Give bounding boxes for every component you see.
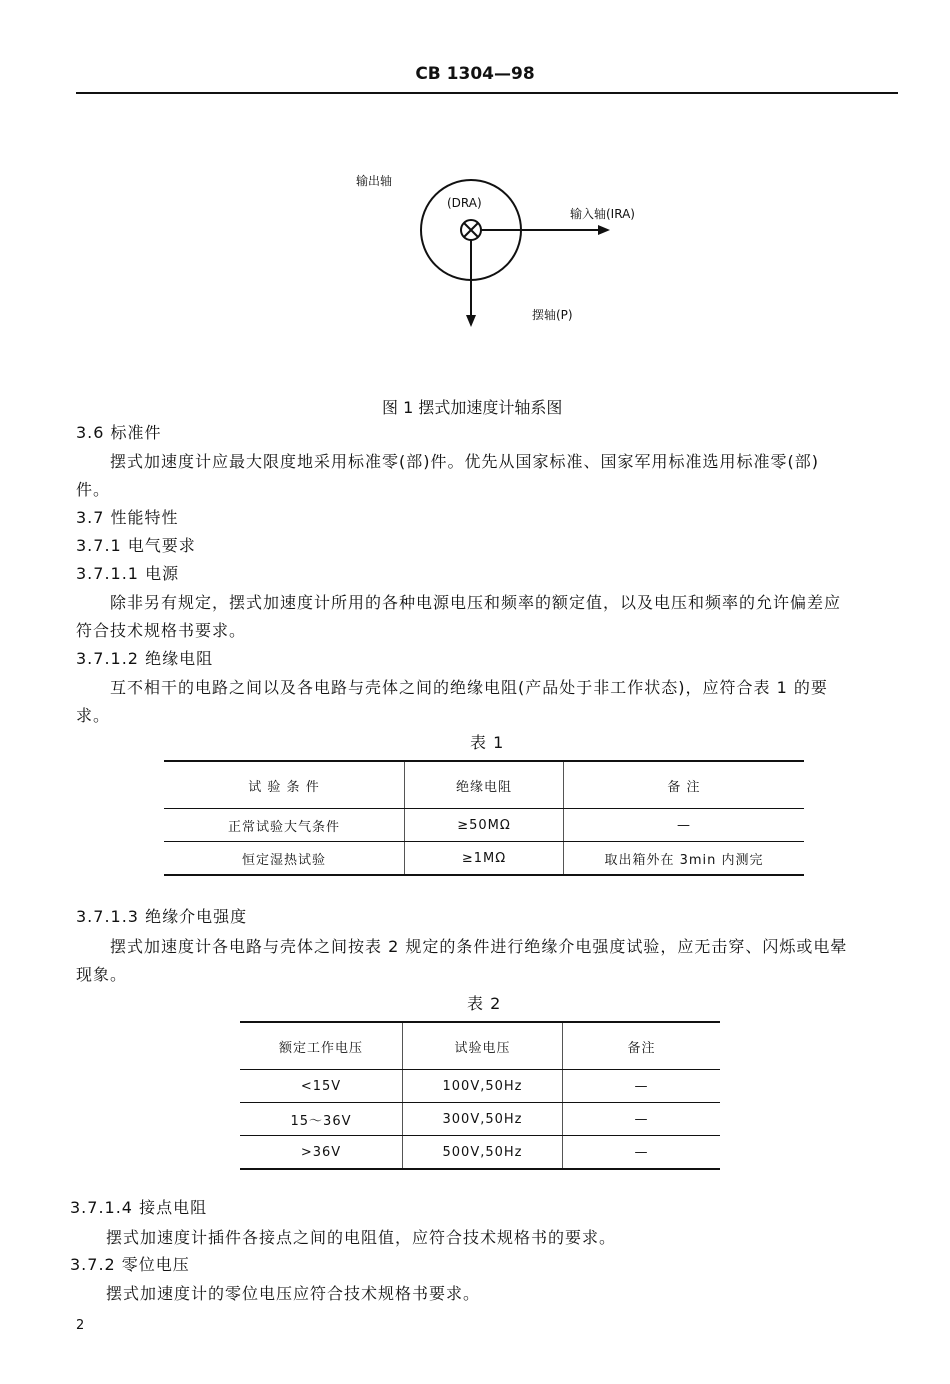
section-3-6-text-cont: 件。 xyxy=(76,480,111,499)
table1 xyxy=(164,760,804,876)
table2-header-test-voltage: 试验电压 xyxy=(403,1022,563,1070)
table1-cell: 正常试验大气条件 xyxy=(164,809,405,842)
section-3-7-1-heading: 3.7.1 电气要求 xyxy=(76,536,196,555)
table1-cell: ≥50MΩ xyxy=(405,809,564,842)
section-3-6-heading: 3.6 标准件 xyxy=(76,423,162,442)
table2 xyxy=(240,1021,720,1170)
table-row xyxy=(164,842,804,876)
section-3-7-1-1-text-cont: 符合技术规格书要求。 xyxy=(76,621,247,640)
table2-cell: 300V,50Hz xyxy=(403,1103,563,1136)
figure-caption: 图 1 摆式加速度计轴系图 xyxy=(382,398,563,417)
table1-header-remark: 备 注 xyxy=(564,761,805,809)
table-row xyxy=(240,1070,720,1103)
standard-code: CB 1304—98 xyxy=(415,64,535,84)
table-row xyxy=(164,809,804,842)
table2-cell: 500V,50Hz xyxy=(403,1136,563,1170)
table2-header-row xyxy=(240,1022,720,1070)
section-3-7-1-4-heading: 3.7.1.4 接点电阻 xyxy=(70,1198,208,1217)
section-3-7-1-3-heading: 3.7.1.3 绝缘介电强度 xyxy=(76,907,248,926)
section-3-7-1-1-heading: 3.7.1.1 电源 xyxy=(76,564,180,583)
section-3-7-heading: 3.7 性能特性 xyxy=(76,508,179,527)
table-row xyxy=(240,1136,720,1170)
table1-cell: — xyxy=(564,809,805,842)
section-3-7-1-1-text: 除非另有规定，摆式加速度计所用的各种电源电压和频率的额定值，以及电压和频率的允许偏差应 xyxy=(110,593,842,612)
table1-cell: 恒定湿热试验 xyxy=(241,852,326,868)
section-3-7-1-3-text-cont: 现象。 xyxy=(76,965,128,984)
section-3-7-1-4-text: 摆式加速度计插件各接点之间的电阻值，应符合技术规格书的要求。 xyxy=(106,1228,617,1247)
table2-cell: >36V xyxy=(300,1144,342,1160)
input-axis-arrow xyxy=(598,225,610,235)
pendulum-axis-label: 摆轴(P) xyxy=(532,308,573,322)
table2-title: 表 2 xyxy=(467,994,502,1013)
input-axis-label: 输入轴(IRA) xyxy=(570,207,635,221)
output-axis-label: 输出轴 xyxy=(356,174,393,188)
table2-cell: — xyxy=(563,1103,721,1136)
section-3-7-1-2-text-cont: 求。 xyxy=(76,706,111,725)
table-row xyxy=(240,1103,720,1136)
table1-title: 表 1 xyxy=(470,733,505,752)
table1-header-condition: 试 验 条 件 xyxy=(164,761,405,809)
section-3-7-2-heading: 3.7.2 零位电压 xyxy=(70,1255,190,1274)
page-number: 2 xyxy=(76,1318,85,1333)
section-3-7-1-3-text: 摆式加速度计各电路与壳体之间按表 2 规定的条件进行绝缘介电强度试验，应无击穿、闪烁或电晕 xyxy=(110,937,848,956)
section-3-6-text: 摆式加速度计应最大限度地采用标准零(部)件。优先从国家标准、国家军用标准选用标准零(部) xyxy=(110,452,819,471)
section-3-7-1-2-text: 互不相干的电路之间以及各电路与壳体之间的绝缘电阻(产品处于非工作状态)，应符合表 1 的要 xyxy=(110,678,828,697)
table1-cell: 取出箱外在 3min 内测完 xyxy=(564,842,805,876)
table2-cell: — xyxy=(563,1136,721,1170)
table1-cell: ≥1MΩ xyxy=(405,842,564,876)
table2-cell: — xyxy=(563,1070,721,1103)
table2-cell: <15V xyxy=(240,1070,403,1103)
section-3-7-1-2-heading: 3.7.1.2 绝缘电阻 xyxy=(76,649,214,668)
table2-cell: 15～36V xyxy=(240,1103,403,1136)
section-3-7-2-text: 摆式加速度计的零位电压应符合技术规格书要求。 xyxy=(106,1284,481,1303)
dra-label: (DRA) xyxy=(447,196,482,210)
pendulum-axis-arrow xyxy=(466,315,476,327)
header-rule xyxy=(76,92,898,94)
table2-cell: 100V,50Hz xyxy=(403,1070,563,1103)
table1-header-resistance: 绝缘电阻 xyxy=(405,761,564,809)
table2-header-remark: 备注 xyxy=(563,1022,721,1070)
table2-header-rated-voltage: 额定工作电压 xyxy=(240,1022,403,1070)
table1-header-row xyxy=(164,761,804,809)
